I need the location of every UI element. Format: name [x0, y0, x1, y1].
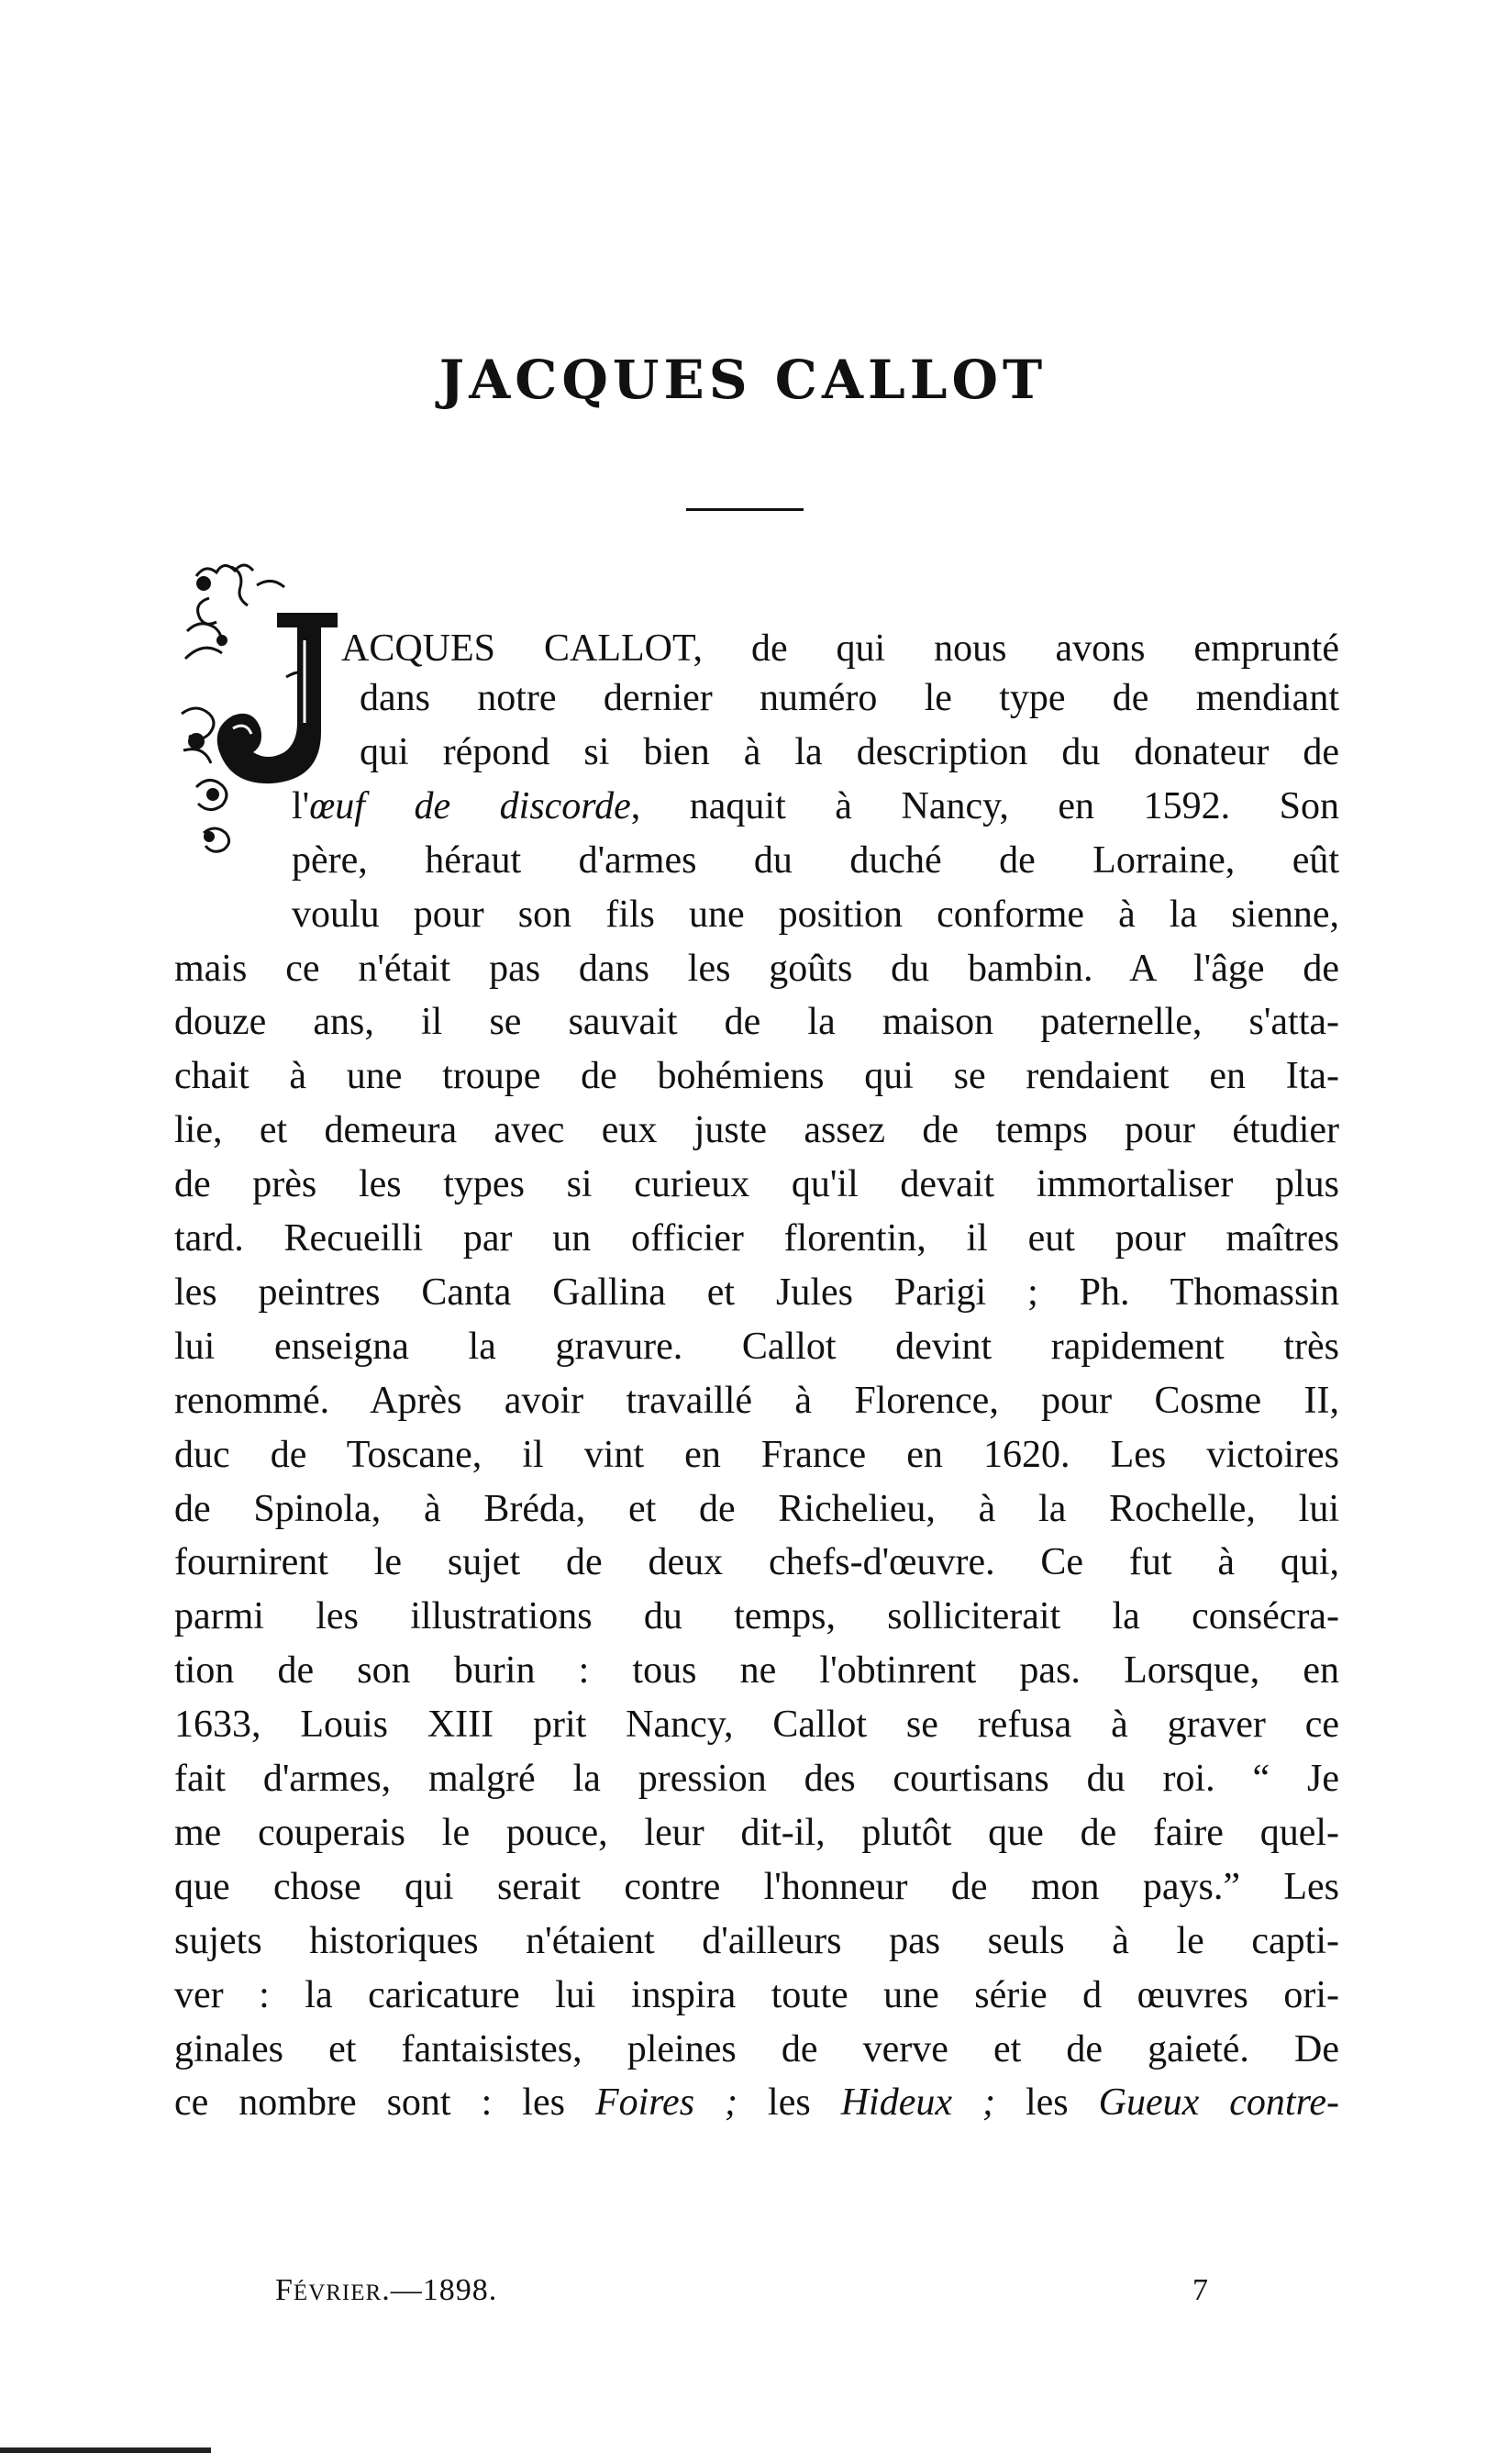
paragraph-line-24: que chose qui serait contre l'honneur de mon pays.” Les: [174, 1866, 1339, 1908]
paragraph-line-14: lui enseigna la gravure. Callot devint rapidement très: [174, 1326, 1339, 1368]
scan-edge-mark: [0, 2447, 211, 2453]
footer-month-initial: F: [275, 2273, 294, 2307]
title-rule: [686, 508, 804, 511]
paragraph-line-27: ginales et fantaisistes, pleines de verve et de gaieté. De: [174, 2028, 1339, 2070]
paragraph-line-4: [292, 783, 1339, 829]
text-segment: , naquit à Nancy, en 1592. Son: [630, 785, 1339, 827]
paragraph-line-22: fait d'armes, malgré la pression des courtisans du roi. “ Je: [174, 1758, 1339, 1800]
paragraph-line-12: tard. Recueilli par un officier florentin, il eut pour maîtres: [174, 1217, 1339, 1260]
paragraph-line-20: tion de son burin : tous ne l'obtinrent pas. Lorsque, en: [174, 1649, 1339, 1692]
italic-title: Gueux contre-: [1098, 2081, 1339, 2124]
paragraph-line-13: les peintres Canta Gallina et Jules Parigi ; Ph. Thomassin: [174, 1271, 1339, 1314]
footer-month-rest: ÉVRIER: [293, 2281, 383, 2305]
paragraph-line-5: père, héraut d'armes du duché de Lorraine, eût: [292, 839, 1339, 882]
footer-year: .—1898.: [382, 2273, 498, 2307]
page-title: JACQUES CALLOT: [438, 349, 1048, 411]
italic-title: Foires ;: [594, 2081, 738, 2124]
page-number: 7: [1192, 2273, 1208, 2307]
paragraph-line-8: douze ans, il se sauvait de la maison paternelle, s'atta-: [174, 1001, 1339, 1043]
paragraph-line-6: voulu pour son fils une position conforme à la sienne,: [292, 893, 1339, 936]
paragraph-line-17: de Spinola, à Bréda, et de Richelieu, à la Rochelle, lui: [174, 1488, 1339, 1530]
paragraph-line-21: 1633, Louis XIII prit Nancy, Callot se refusa à graver ce: [174, 1704, 1339, 1746]
paragraph-line-3: qui répond si bien à la description du donateur de: [360, 731, 1339, 773]
paragraph-line-11: de près les types si curieux qu'il devait immortaliser plus: [174, 1163, 1339, 1205]
paragraph-line-19: parmi les illustrations du temps, solliciterait la consécra-: [174, 1595, 1339, 1637]
paragraph-line-9: chait à une troupe de bohémiens qui se rendaient en Ita-: [174, 1055, 1339, 1097]
footer-date: [275, 2273, 497, 2308]
text-segment: les: [737, 2081, 841, 2124]
text-segment: ce nombre sont : les: [174, 2081, 595, 2124]
paragraph-line-28: [174, 2080, 1339, 2125]
text-segment: les: [994, 2081, 1099, 2124]
paragraph-line-18: fournirent le sujet de deux chefs-d'œuvre. Ce fut à qui,: [174, 1541, 1339, 1583]
italic-title: œuf de discorde: [309, 785, 631, 827]
paragraph-line-26: ver : la caricature lui inspira toute une série d œuvres ori-: [174, 1974, 1339, 2016]
text-segment: l': [292, 785, 310, 827]
paragraph-line-23: me couperais le pouce, leur dit-il, plutôt que de faire quel-: [174, 1812, 1339, 1854]
paragraph-line-2: dans notre dernier numéro le type de mendiant: [360, 677, 1339, 719]
paragraph-line-1: ACQUES CALLOT, de qui nous avons emprunté: [341, 627, 1339, 670]
italic-title: Hideux ;: [840, 2081, 995, 2124]
paragraph-line-25: sujets historiques n'étaient d'ailleurs pas seuls à le capti-: [174, 1920, 1339, 1962]
paragraph-line-10: lie, et demeura avec eux juste assez de temps pour étudier: [174, 1109, 1339, 1151]
paragraph-line-15: renommé. Après avoir travaillé à Florence, pour Cosme II,: [174, 1380, 1339, 1422]
paragraph-line-16: duc de Toscane, il vint en France en 1620. Les victoires: [174, 1434, 1339, 1476]
paragraph-line-7: mais ce n'était pas dans les goûts du bambin. A l'âge de: [174, 948, 1339, 990]
